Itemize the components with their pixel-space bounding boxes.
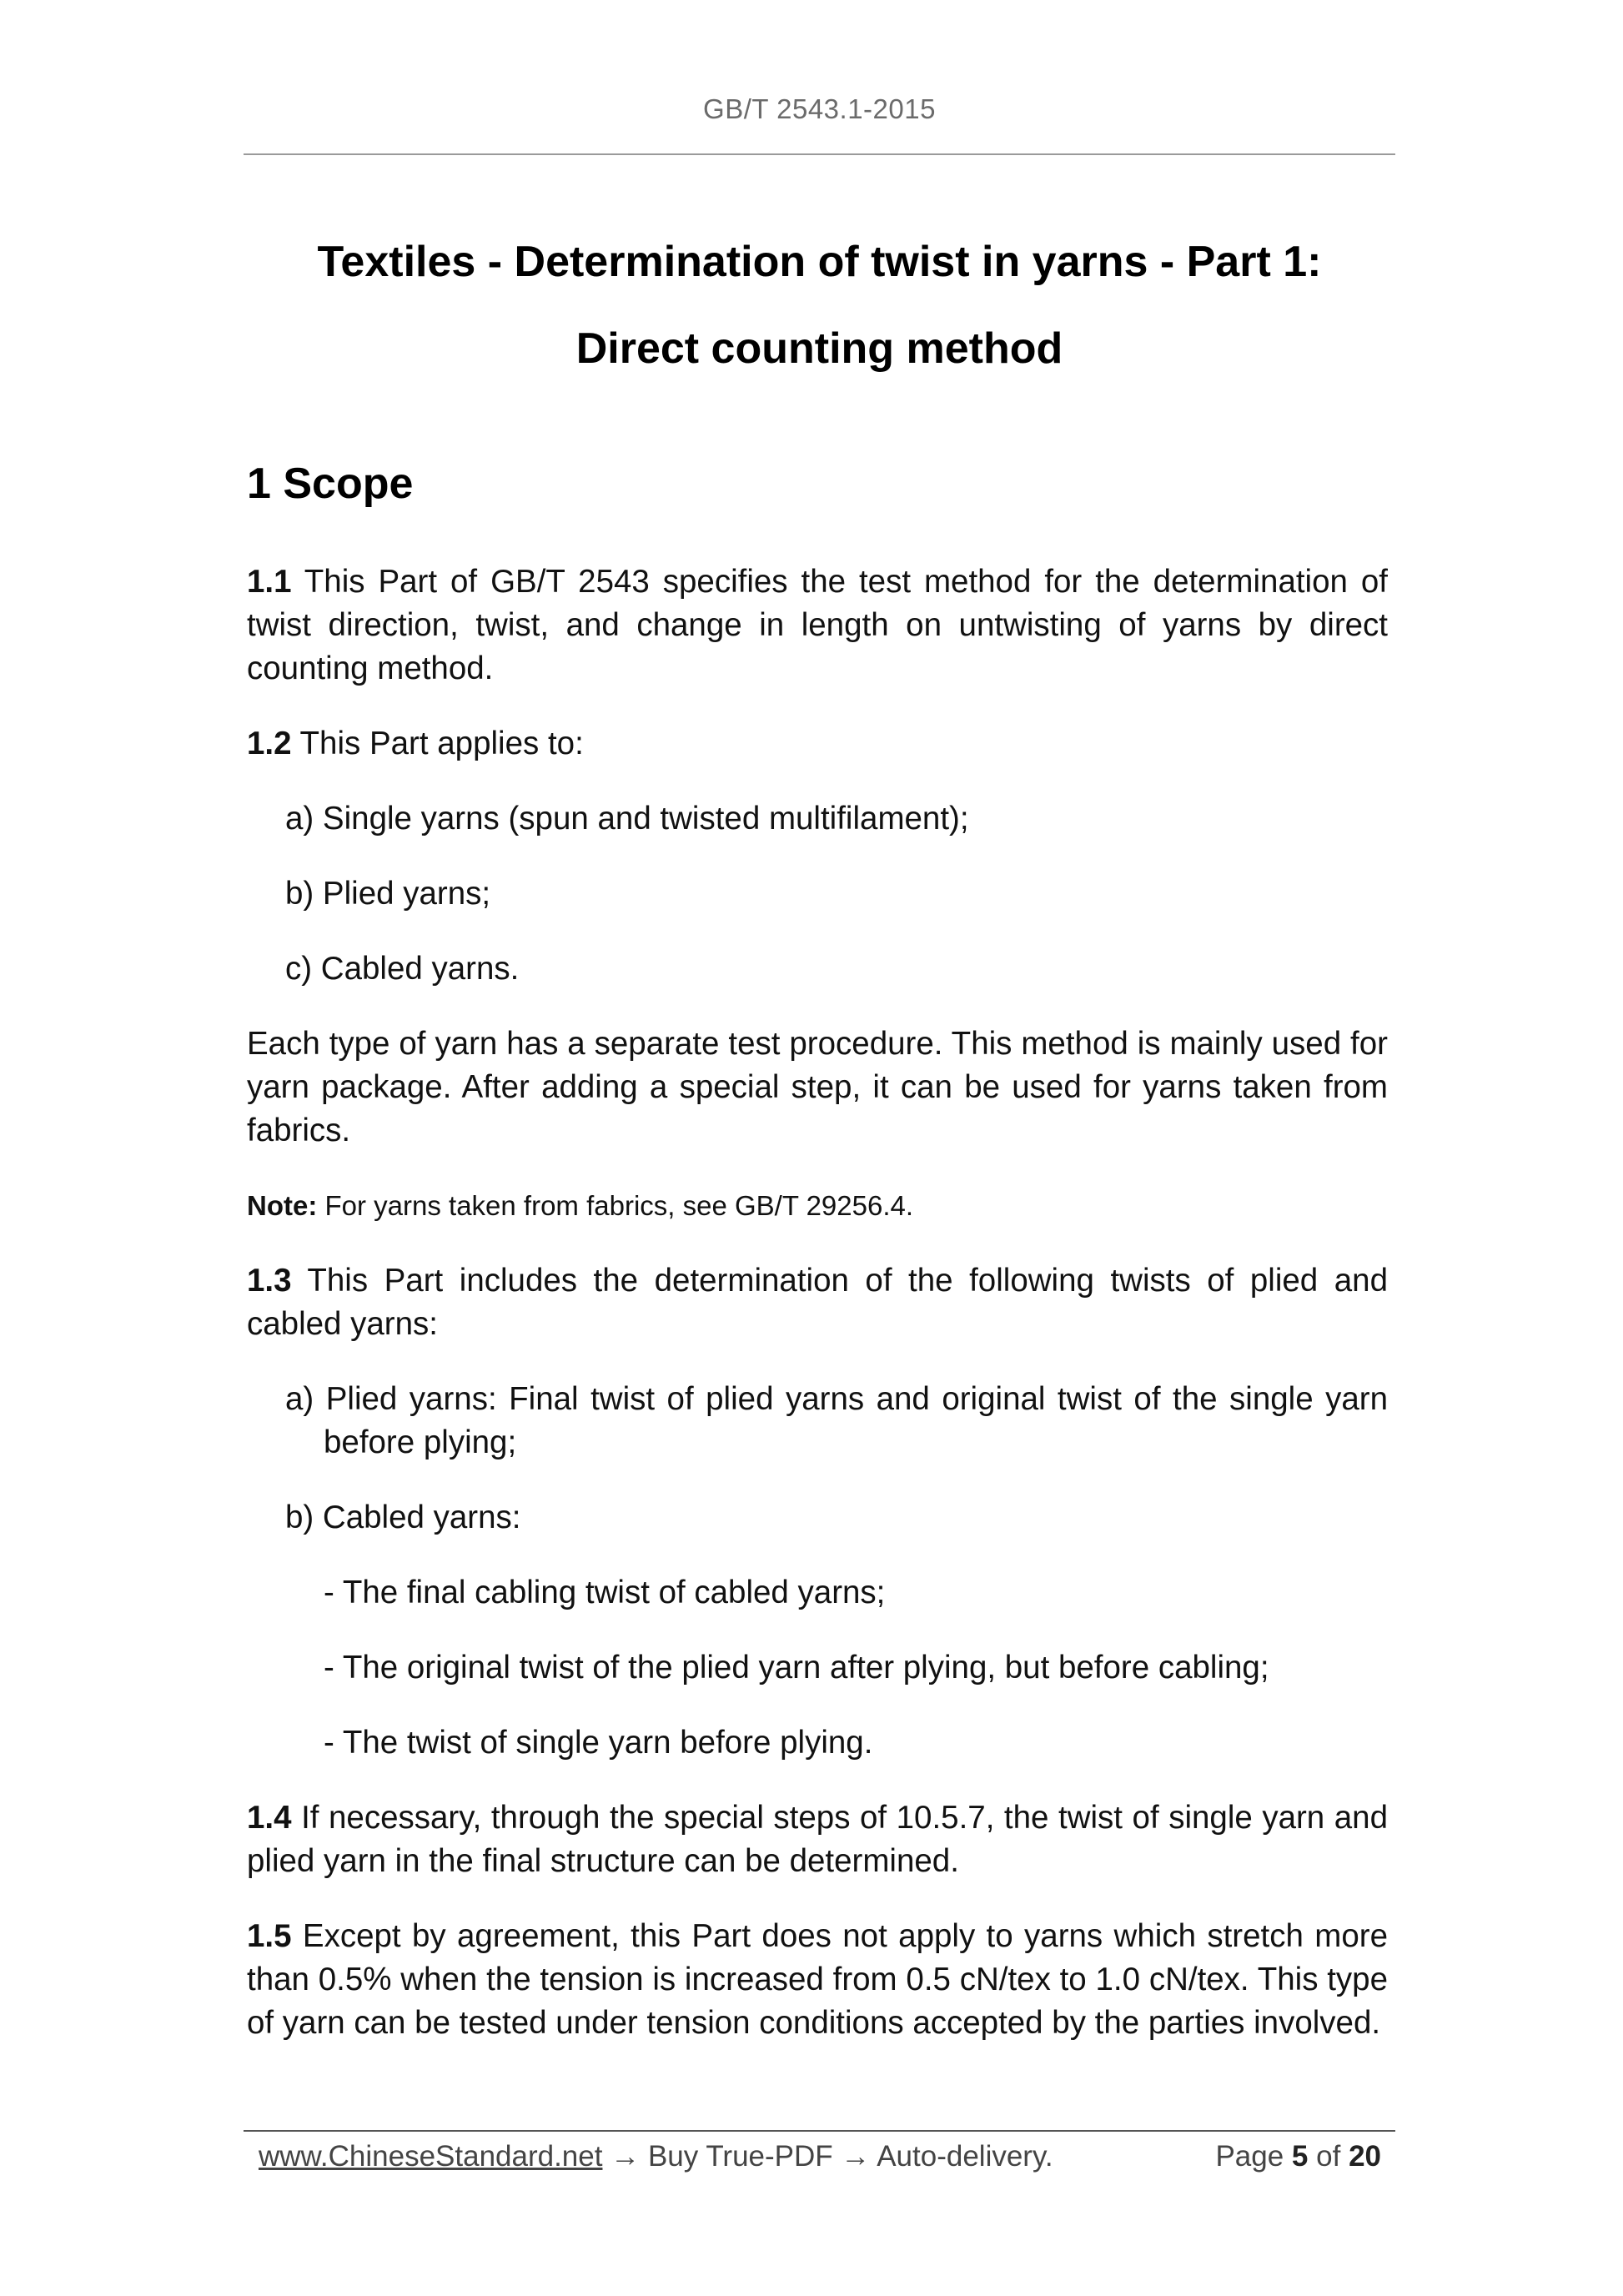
footer-divider: [244, 2130, 1395, 2132]
clause-1-3: [247, 1259, 1388, 1346]
document-title: [244, 219, 1395, 392]
dash-item: - The twist of single yarn before plying.: [324, 1725, 873, 1761]
list-item: b) Plied yarns;: [285, 876, 491, 912]
running-header: GB/T 2543.1-2015: [703, 93, 936, 124]
list-item: a) Single yarns (spun and twisted multifilament);: [285, 801, 969, 837]
delivery-text: Auto-delivery.: [877, 2140, 1053, 2173]
header-divider: [244, 153, 1395, 155]
clause-1-5: [247, 1915, 1388, 2045]
clause-number: 1.1: [247, 564, 292, 600]
page-word: Page: [1215, 2140, 1284, 2173]
page-number: [1215, 2140, 1381, 2173]
clause-text: This Part applies to:: [291, 726, 584, 761]
clause-text: This Part of GB/T 2543 specifies the test method for the determination of twist direction, twist, and change in length on untwisting of yarns by direct counting method.: [247, 564, 1388, 686]
page-total: 20: [1349, 2140, 1381, 2173]
clause-1-1: [247, 560, 1388, 691]
note-label: Note:: [247, 1190, 318, 1221]
note-text: For yarns taken from fabrics, see GB/T 29256.4.: [317, 1190, 914, 1221]
section-heading: 1 Scope: [247, 460, 414, 508]
clause-text: Except by agreement, this Part does not apply to yarns which stretch more than 0.5% when the tension is increased from 0.5 cN/tex to 1.0 cN/tex. This type of yarn can be tested under tension conditions accepted by the parties involved.: [247, 1918, 1388, 2041]
clause-number: 1.2: [247, 726, 292, 761]
list-item: b) Cabled yarns:: [285, 1500, 521, 1535]
clause-1-2: [247, 722, 1388, 766]
clause-number: 1.5: [247, 1918, 292, 1954]
arrow-icon: →: [841, 2140, 871, 2173]
of-word: of: [1316, 2140, 1341, 2173]
clause-text: This Part includes the determination of the following twists of plied and cabled yarns:: [247, 1263, 1388, 1342]
clause-number: 1.4: [247, 1800, 292, 1836]
dash-item: - The final cabling twist of cabled yarns;: [324, 1575, 886, 1610]
clause-1-4: [247, 1796, 1388, 1883]
clause-number: 1.3: [247, 1263, 292, 1299]
website-link[interactable]: www.ChineseStandard.net: [259, 2140, 603, 2173]
title-line-2: Direct counting method: [575, 324, 1063, 373]
page-footer: [259, 2140, 1381, 2173]
list-item: c) Cabled yarns.: [285, 951, 520, 987]
paragraph: Each type of yarn has a separate test procedure. This method is mainly used for yarn package. After adding a special step, it can be used for yarns taken from fabrics.: [247, 1026, 1388, 1148]
dash-item: - The original twist of the plied yarn after plying, but before cabling;: [324, 1650, 1269, 1686]
section-body: [247, 560, 1388, 2077]
footer-left: [259, 2140, 1053, 2173]
clause-text: If necessary, through the special steps of 10.5.7, the twist of single yarn and plied yarn in the final structure can be determined.: [247, 1800, 1388, 1879]
page-current: 5: [1291, 2140, 1309, 2173]
buy-text: Buy True-PDF: [647, 2140, 833, 2173]
list-item: a) Plied yarns: Final twist of plied yarns and original twist of the single yarn before plying;: [285, 1381, 1388, 1460]
arrow-icon: →: [611, 2140, 641, 2173]
note: [247, 1184, 1388, 1228]
title-line-1: Textiles - Determination of twist in yarns - Part 1:: [317, 238, 1322, 286]
